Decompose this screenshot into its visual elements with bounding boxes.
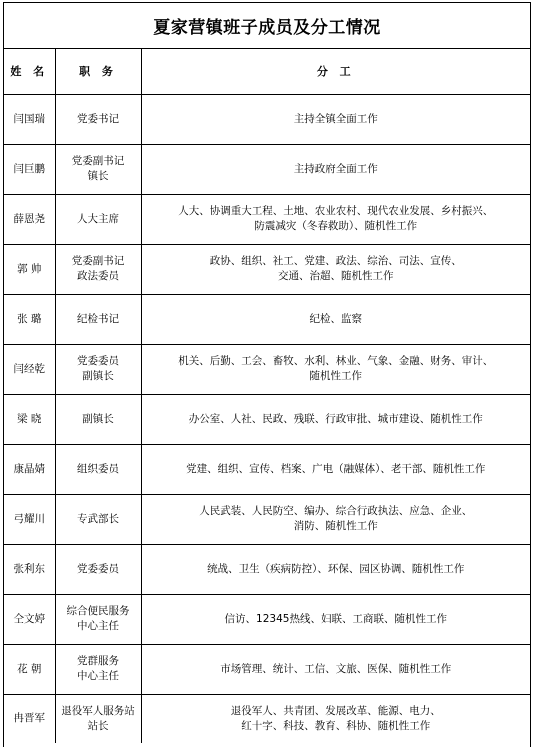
position-line: 党委委员 [77,562,119,575]
duty-line: 红十字、科技、教育、科协、随机性工作 [241,719,431,732]
table-header-row [4,49,530,94]
staff-duty-sheet [3,2,531,747]
duty-line: 统战、卫生（疾病防控）、环保、园区协调、随机性工作 [207,562,465,575]
duty-line: 人民武装、人民防空、编办、综合行政执法、应急、企业、 [199,505,473,517]
position-line: 中心主任 [77,620,119,632]
member-name: 弓耀川 [4,494,55,544]
position-line: 党委副书记 [71,155,125,167]
table-row [4,344,530,394]
member-name: 梁 晓 [4,394,55,444]
member-position [55,244,141,294]
duty-line: 人大、协调重大工程、土地、农业农村、现代农业发展、乡村振兴、 [178,205,494,217]
table-row [4,244,530,294]
member-name: 张 璐 [4,294,55,344]
position-line: 站长 [87,719,109,732]
duty-line: 政协、组织、社工、党建、政法、综治、司法、宣传、 [209,255,462,267]
table-row [4,194,530,244]
position-line: 党委书记 [77,112,119,125]
table-row [4,444,530,494]
position-line: 人大主席 [77,212,119,225]
table-row [4,594,530,644]
member-duty [141,94,530,144]
member-name: 闫国瑞 [4,94,55,144]
duty-table [4,49,530,743]
member-duty [141,194,530,244]
position-line: 党委副书记 [71,255,125,267]
duty-line: 主持全镇全面工作 [293,112,378,125]
position-line: 综合便民服务 [66,605,130,617]
member-position [55,494,141,544]
duty-line: 交通、治超、随机性工作 [278,270,394,282]
member-name: 康晶婧 [4,444,55,494]
table-row [4,644,530,694]
sheet-title: 夏家营镇班子成员及分工情况 [4,3,530,49]
table-row [4,94,530,144]
table-row [4,544,530,594]
member-position [55,544,141,594]
duty-line: 纪检、监察 [309,312,362,325]
member-duty [141,694,530,743]
member-duty [141,244,530,294]
member-duty [141,394,530,444]
member-name: 张利东 [4,544,55,594]
duty-line: 随机性工作 [309,370,362,382]
header-name: 姓 名 [4,49,55,94]
header-duty: 分 工 [141,49,530,94]
member-position [55,644,141,694]
table-row [4,494,530,544]
position-line: 政法委员 [77,270,119,282]
member-position [55,394,141,444]
position-line: 党委委员 [77,355,119,367]
position-line: 中心主任 [77,670,119,682]
duty-line: 主持政府全面工作 [293,162,378,175]
member-name: 闫巨鹏 [4,144,55,194]
member-position [55,144,141,194]
duty-line: 防震减灾（冬春救助）、随机性工作 [254,220,418,232]
member-duty [141,444,530,494]
position-line: 镇长 [87,170,109,182]
member-duty [141,494,530,544]
member-position [55,594,141,644]
member-name: 花 朝 [4,644,55,694]
position-line: 专武部长 [77,512,119,525]
member-position [55,344,141,394]
position-line: 副镇长 [82,370,114,382]
table-row [4,294,530,344]
position-line: 纪检书记 [77,312,119,325]
table-row [4,144,530,194]
member-name: 闫经乾 [4,344,55,394]
member-duty [141,644,530,694]
duty-line: 机关、后勤、工会、畜牧、水利、林业、气象、金融、财务、审计、 [178,355,494,367]
duty-line: 办公室、人社、民政、残联、行政审批、城市建设、随机性工作 [188,412,483,425]
position-line: 副镇长 [82,412,114,425]
member-name: 冉晋军 [4,694,55,743]
member-duty [141,294,530,344]
member-position [55,294,141,344]
header-position: 职 务 [55,49,141,94]
member-duty [141,544,530,594]
duty-line: 消防、随机性工作 [293,520,378,532]
member-name: 薛恩尧 [4,194,55,244]
member-duty [141,344,530,394]
member-name: 仝文婷 [4,594,55,644]
member-position [55,694,141,743]
duty-line: 市场管理、统计、工信、文旅、医保、随机性工作 [220,662,452,675]
member-position [55,444,141,494]
duty-line: 信访、12345热线、妇联、工商联、随机性工作 [224,612,447,625]
table-row [4,394,530,444]
duty-line: 党建、组织、宣传、档案、广电（融媒体）、老干部、随机性工作 [186,462,486,475]
member-name: 郭 帅 [4,244,55,294]
position-line: 组织委员 [77,462,119,475]
table-row [4,694,530,743]
member-position [55,194,141,244]
member-duty [141,594,530,644]
position-line: 党群服务 [77,655,119,667]
position-line: 退役军人服务站 [61,704,135,717]
member-duty [141,144,530,194]
member-position [55,94,141,144]
duty-line: 退役军人、共青团、发展改革、能源、电力、 [230,704,441,717]
